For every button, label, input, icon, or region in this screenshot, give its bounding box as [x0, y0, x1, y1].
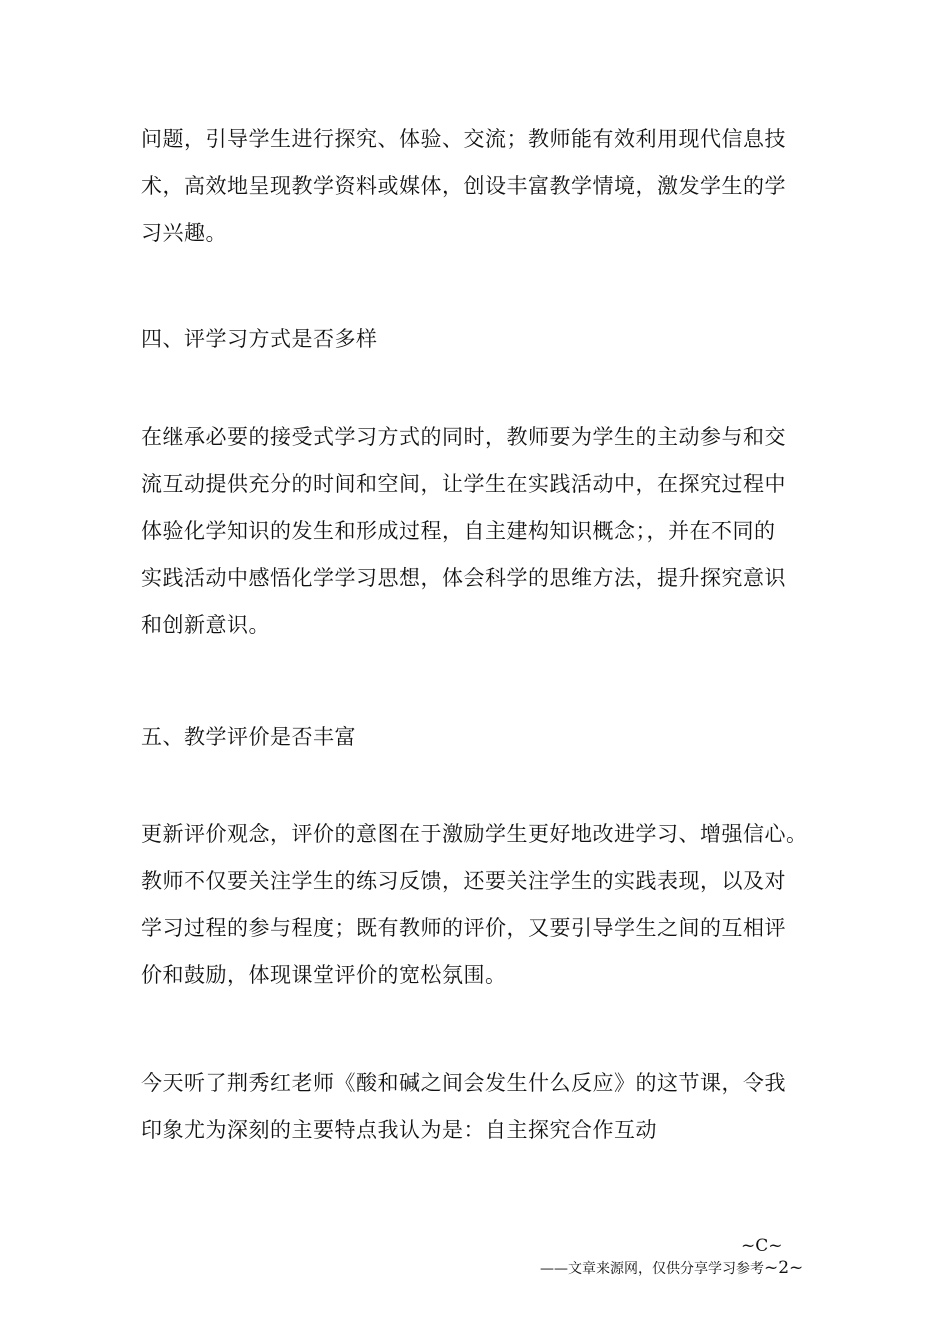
paragraph-line: 印象尤为深刻的主要特点我认为是：自主探究合作互动	[141, 1118, 657, 1142]
paragraph-1	[141, 116, 821, 257]
paragraph-line: 学习过程的参与程度；既有教师的评价，又要引导学生之间的互相评	[141, 916, 786, 940]
paragraph-line: 术，高效地呈现教学资料或媒体，创设丰富教学情境，激发学生的学	[141, 174, 786, 198]
footer-note	[540, 1257, 803, 1280]
section-heading-4: 四、评学习方式是否多样	[141, 327, 378, 351]
footer-mark: ~C~	[741, 1236, 783, 1256]
paragraph-line: 在继承必要的接受式学习方式的同时，教师要为学生的主动参与和交	[141, 425, 786, 449]
paragraph-line: 习兴趣。	[141, 221, 227, 245]
paragraph-line: 和创新意识。	[141, 613, 270, 637]
page-number: ~2~	[764, 1258, 804, 1278]
paragraph-2	[141, 414, 821, 649]
paragraph-line: 今天听了荆秀红老师《酸和碱之间会发生什么反应》的这节课，令我	[141, 1071, 786, 1095]
paragraph-line: 体验化学知识的发生和形成过程，自主建构知识概念；，并在不同的	[141, 519, 776, 543]
paragraph-line: 价和鼓励，体现课堂评价的宽松氛围。	[141, 963, 507, 987]
paragraph-line: 教师不仅要关注学生的练习反馈，还要关注学生的实践表现，以及对	[141, 869, 786, 893]
paragraph-line: 更新评价观念，评价的意图在于激励学生更好地改进学习、增强信心。	[141, 822, 808, 846]
paragraph-line: 问题，引导学生进行探究、体验、交流；教师能有效利用现代信息技	[141, 127, 786, 151]
section-heading-5: 五、教学评价是否丰富	[141, 725, 356, 749]
paragraph-line: 流互动提供充分的时间和空间，让学生在实践活动中，在探究过程中	[141, 472, 786, 496]
paragraph-3	[141, 811, 821, 999]
paragraph-4	[141, 1060, 821, 1154]
paragraph-line: 实践活动中感悟化学学习思想，体会科学的思维方法，提升探究意识	[141, 566, 786, 590]
footer-note-text: ——文章来源网，仅供分享学习参考	[540, 1261, 764, 1277]
